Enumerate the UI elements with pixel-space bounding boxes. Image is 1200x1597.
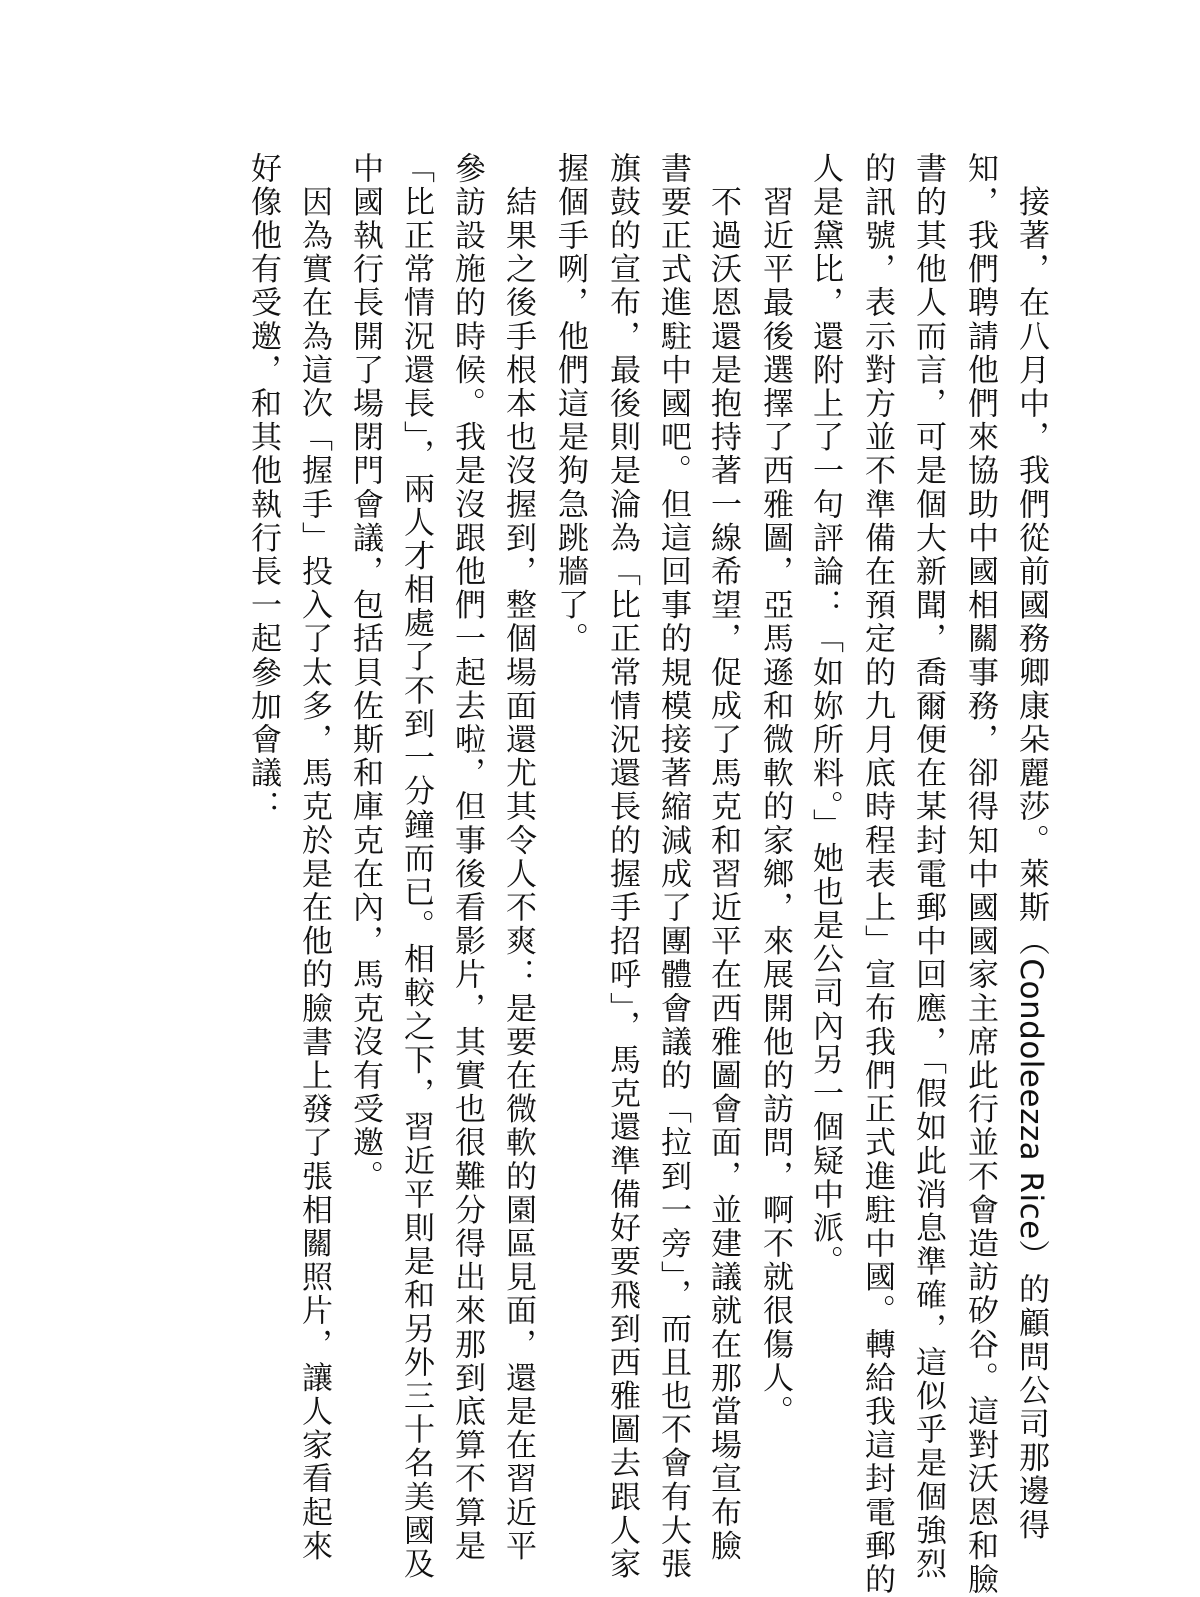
text-column-16: 好像他有受邀，和其他執行長一起參加會議： [245, 152, 281, 824]
text-column-2: 知，我們聘請他們來協助中國相關事務，卻得知中國國家主席此行並不會造訪矽谷。這對沃恩和臉 [962, 152, 998, 1597]
text-column-15: 因為實在為這次「握手」投入了太多，馬克於是在他的臉書上發了張相關照片，讓人家看起來 [296, 152, 332, 1564]
text-column-9: 旗鼓的宣布，最後則是淪為「比正常情況還長的握手招呼」，馬克還準備好要飛到西雅圖去跟人家 [604, 152, 640, 1582]
text-column-7: 不過沃恩還是抱持著一線希望，促成了馬克和習近平在西雅圖會面，並建議就在那當場宣布臉 [705, 152, 741, 1564]
text-column-1: 接著，在八月中，我們從前國務卿康朵麗莎。萊斯（Condoleezza Rice）的顧問公司那邊得 [1013, 152, 1049, 1543]
latin-name-run: Condoleezza Rice [1013, 958, 1049, 1240]
text-column-11: 結果之後手根本也沒握到，整個場面還尤其令人不爽：是要在微軟的園區見面，還是在習近平 [500, 152, 536, 1564]
text-column-6: 習近平最後選擇了西雅圖，亞馬遜和微軟的家鄉，來展開他的訪問，啊不就很傷人。 [757, 152, 793, 1429]
text-column-14: 中國執行長開了場閉門會議，包括貝佐斯和庫克在內，馬克沒有受邀。 [347, 152, 383, 1194]
text-column-12: 參訪設施的時候。我是沒跟他們一起去啦，但事後看影片，其實也很難分得出來那到底算不算是 [449, 152, 485, 1564]
text-column-5: 人是黛比，還附上了一句評論：「如妳所料。」她也是公司內另一個疑中派。 [807, 152, 843, 1279]
text-column-13: 「比正常情況還長」，兩人才相處了不到一分鐘而已。相較之下，習近平則是和另外三十名美國及 [398, 152, 434, 1582]
text-column-3: 書的其他人而言，可是個大新聞，喬爾便在某封電郵中回應，「假如此消息準確，這似乎是個強烈 [910, 152, 946, 1582]
text-column-10: 握個手咧，他們這是狗急跳牆了。 [552, 152, 588, 656]
text-column-4: 的訊號，表示對方並不準備在預定的九月底時程表上」宣布我們正式進駐中國。轉給我這封電郵的 [859, 152, 895, 1597]
text-column-8: 書要正式進駐中國吧。但這回事的規模接著縮減成了團體會議的「拉到一旁」，而且也不會有大張 [655, 152, 691, 1582]
